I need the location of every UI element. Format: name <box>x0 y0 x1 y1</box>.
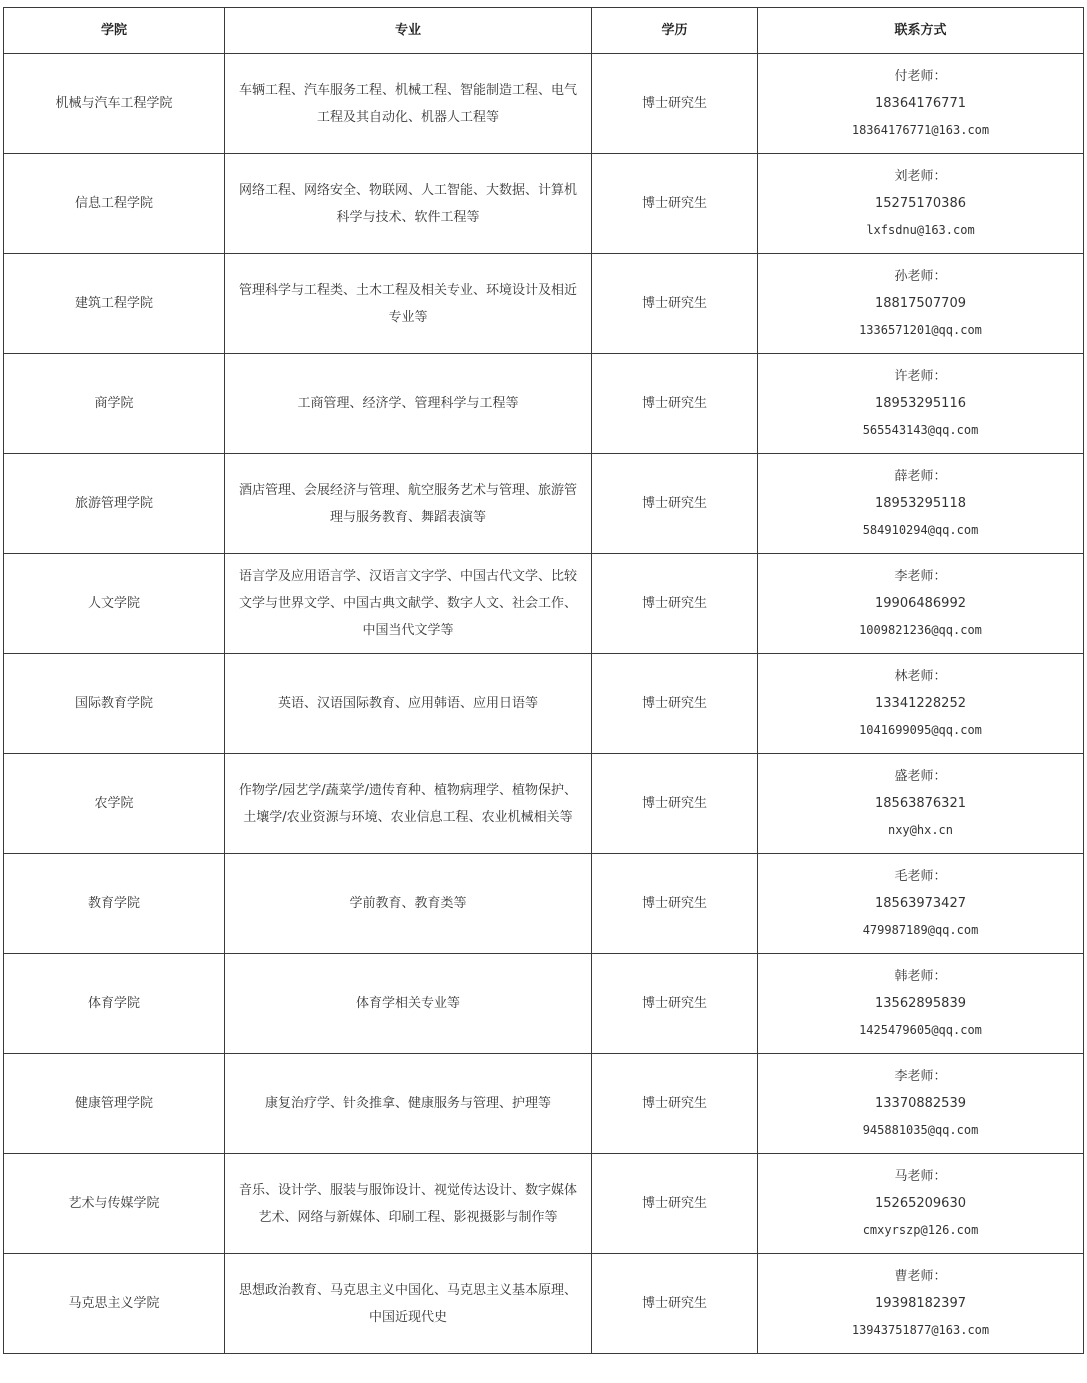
contact-email[interactable]: 13943751877@163.com <box>851 1323 990 1337</box>
table-row <box>4 954 1084 1054</box>
college-cell: 体育学院 <box>4 954 225 1054</box>
college-cell: 艺术与传媒学院 <box>4 1154 225 1254</box>
major-cell: 英语、汉语国际教育、应用韩语、应用日语等 <box>225 654 592 754</box>
contact-teacher: 曹老师： <box>894 1269 947 1284</box>
degree-cell: 博士研究生 <box>592 54 758 154</box>
contact-phone: 15275170386 <box>875 196 966 211</box>
table-row <box>4 254 1084 354</box>
degree-cell: 博士研究生 <box>592 754 758 854</box>
contact-cell <box>758 554 1084 654</box>
table-row <box>4 354 1084 454</box>
contact-cell <box>758 1254 1084 1354</box>
table-row <box>4 554 1084 654</box>
contact-cell <box>758 1054 1084 1154</box>
contact-phone: 13341228252 <box>875 696 966 711</box>
degree-cell: 博士研究生 <box>592 354 758 454</box>
major-cell: 酒店管理、会展经济与管理、航空服务艺术与管理、旅游管理与服务教育、舞蹈表演等 <box>225 454 592 554</box>
degree-cell: 博士研究生 <box>592 154 758 254</box>
major-cell: 学前教育、教育类等 <box>225 854 592 954</box>
table-row <box>4 454 1084 554</box>
contact-phone: 15265209630 <box>875 1196 966 1211</box>
contact-teacher: 孙老师： <box>894 269 947 284</box>
college-cell: 健康管理学院 <box>4 1054 225 1154</box>
contact-teacher: 刘老师： <box>894 169 947 184</box>
contact-cell <box>758 454 1084 554</box>
college-cell: 马克思主义学院 <box>4 1254 225 1354</box>
contact-phone: 19906486992 <box>875 596 966 611</box>
contact-phone: 13562895839 <box>875 996 966 1011</box>
degree-cell: 博士研究生 <box>592 1154 758 1254</box>
contact-teacher: 马老师： <box>894 1169 947 1184</box>
contact-phone: 18953295116 <box>875 396 966 411</box>
major-cell: 康复治疗学、针灸推拿、健康服务与管理、护理等 <box>225 1054 592 1154</box>
major-cell: 音乐、设计学、服装与服饰设计、视觉传达设计、数字媒体艺术、网络与新媒体、印刷工程、影视摄影与制作等 <box>225 1154 592 1254</box>
recruitment-table <box>3 7 1084 1354</box>
contact-phone: 19398182397 <box>875 1296 966 1311</box>
contact-phone: 18563876321 <box>875 796 966 811</box>
major-cell: 工商管理、经济学、管理科学与工程等 <box>225 354 592 454</box>
header-degree: 学历 <box>592 8 758 54</box>
contact-teacher: 李老师： <box>894 569 947 584</box>
contact-cell <box>758 254 1084 354</box>
contact-email[interactable]: 1425479605@qq.com <box>859 1023 982 1037</box>
contact-cell <box>758 754 1084 854</box>
header-college: 学院 <box>4 8 225 54</box>
contact-cell <box>758 154 1084 254</box>
contact-teacher: 毛老师： <box>894 869 947 884</box>
college-cell: 农学院 <box>4 754 225 854</box>
college-cell: 人文学院 <box>4 554 225 654</box>
contact-email[interactable]: 18364176771@163.com <box>851 123 990 137</box>
contact-phone: 18817507709 <box>875 296 966 311</box>
contact-email[interactable]: 1009821236@qq.com <box>859 623 982 637</box>
college-cell: 建筑工程学院 <box>4 254 225 354</box>
contact-phone: 18364176771 <box>875 96 966 111</box>
degree-cell: 博士研究生 <box>592 954 758 1054</box>
contact-cell <box>758 1154 1084 1254</box>
degree-cell: 博士研究生 <box>592 854 758 954</box>
college-cell: 旅游管理学院 <box>4 454 225 554</box>
degree-cell: 博士研究生 <box>592 1054 758 1154</box>
major-cell: 体育学相关专业等 <box>225 954 592 1054</box>
contact-email[interactable]: 565543143@qq.com <box>862 423 979 437</box>
contact-email[interactable]: nxy@hx.cn <box>887 823 954 837</box>
contact-teacher: 林老师： <box>894 669 947 684</box>
degree-cell: 博士研究生 <box>592 554 758 654</box>
contact-email[interactable]: 1336571201@qq.com <box>859 323 982 337</box>
contact-teacher: 薛老师： <box>894 469 947 484</box>
table-row <box>4 1054 1084 1154</box>
contact-cell <box>758 854 1084 954</box>
degree-cell: 博士研究生 <box>592 254 758 354</box>
table-row <box>4 154 1084 254</box>
contact-email[interactable]: 584910294@qq.com <box>862 523 979 537</box>
table-row <box>4 654 1084 754</box>
major-cell: 作物学/园艺学/蔬菜学/遗传育种、植物病理学、植物保护、土壤学/农业资源与环境、农业信息工程、农业机械相关等 <box>225 754 592 854</box>
degree-cell: 博士研究生 <box>592 454 758 554</box>
contact-email[interactable]: 479987189@qq.com <box>862 923 979 937</box>
contact-teacher: 李老师： <box>894 1069 947 1084</box>
contact-phone: 18563973427 <box>875 896 966 911</box>
major-cell: 思想政治教育、马克思主义中国化、马克思主义基本原理、中国近现代史 <box>225 1254 592 1354</box>
header-contact: 联系方式 <box>758 8 1084 54</box>
college-cell: 信息工程学院 <box>4 154 225 254</box>
college-cell: 机械与汽车工程学院 <box>4 54 225 154</box>
major-cell: 网络工程、网络安全、物联网、人工智能、大数据、计算机科学与技术、软件工程等 <box>225 154 592 254</box>
major-cell: 车辆工程、汽车服务工程、机械工程、智能制造工程、电气工程及其自动化、机器人工程等 <box>225 54 592 154</box>
contact-teacher: 付老师： <box>894 69 947 84</box>
contact-phone: 18953295118 <box>875 496 966 511</box>
contact-email[interactable]: cmxyrszp@126.com <box>862 1223 979 1237</box>
contact-cell <box>758 354 1084 454</box>
degree-cell: 博士研究生 <box>592 1254 758 1354</box>
contact-cell <box>758 654 1084 754</box>
contact-email[interactable]: lxfsdnu@163.com <box>866 223 975 237</box>
contact-phone: 13370882539 <box>875 1096 966 1111</box>
contact-teacher: 许老师： <box>894 369 947 384</box>
degree-cell: 博士研究生 <box>592 654 758 754</box>
contact-cell <box>758 54 1084 154</box>
contact-email[interactable]: 945881035@qq.com <box>862 1123 979 1137</box>
table-row <box>4 854 1084 954</box>
major-cell: 语言学及应用语言学、汉语言文字学、中国古代文学、比较文学与世界文学、中国古典文献学、数字人文、社会工作、中国当代文学等 <box>225 554 592 654</box>
contact-teacher: 韩老师： <box>894 969 947 984</box>
table-row <box>4 1254 1084 1354</box>
table-row <box>4 754 1084 854</box>
major-cell: 管理科学与工程类、土木工程及相关专业、环境设计及相近专业等 <box>225 254 592 354</box>
table-row <box>4 1154 1084 1254</box>
college-cell: 教育学院 <box>4 854 225 954</box>
college-cell: 商学院 <box>4 354 225 454</box>
table-row <box>4 54 1084 154</box>
table-header-row <box>4 8 1084 54</box>
header-major: 专业 <box>225 8 592 54</box>
contact-cell <box>758 954 1084 1054</box>
contact-email[interactable]: 1041699095@qq.com <box>859 723 982 737</box>
contact-teacher: 盛老师： <box>894 769 947 784</box>
college-cell: 国际教育学院 <box>4 654 225 754</box>
